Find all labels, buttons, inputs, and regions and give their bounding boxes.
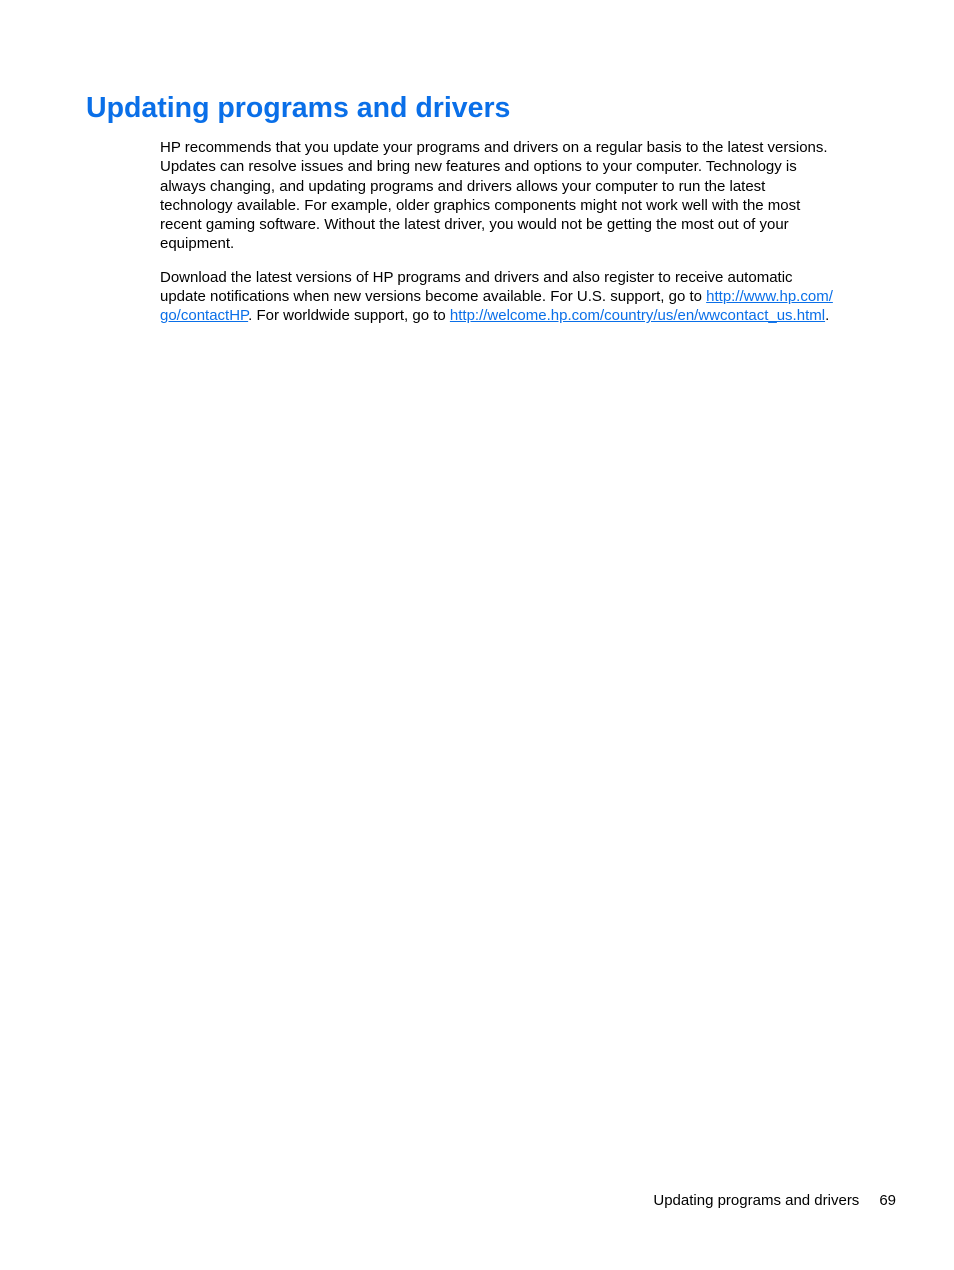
us-support-link-continued[interactable]: go/contactHP (160, 307, 249, 325)
body-text (160, 138, 890, 340)
page-footer (653, 1191, 896, 1211)
paragraph-line (160, 306, 890, 325)
paragraph-text: . For worldwide support, go to (248, 307, 450, 325)
paragraph-recommendation (160, 138, 890, 254)
paragraph-line: recent gaming software. Without the latest driver, you would not be getting the most out of your (160, 216, 789, 234)
paragraph-download (160, 268, 890, 326)
page-title: Updating programs and drivers (86, 92, 511, 124)
paragraph-line: HP recommends that you update your programs and drivers on a regular basis to the latest versions. (160, 139, 828, 156)
paragraph-line: equipment. (160, 235, 235, 253)
paragraph-line: technology available. For example, older graphics components might not work well with the most (160, 196, 801, 214)
paragraph-text: update notifications when new versions become available. For U.S. support, go to (160, 288, 707, 306)
paragraph-line: Download the latest versions of HP programs and drivers and also register to receive automatic (160, 268, 793, 286)
us-support-link[interactable]: http://www.hp.com/ (706, 288, 833, 306)
paragraph-text: . (825, 307, 830, 325)
footer-section-title: Updating programs and drivers (653, 1192, 860, 1209)
worldwide-support-link[interactable]: http://welcome.hp.com/country/us/en/wwcontact_us.html (449, 307, 826, 325)
page-number: 69 (879, 1192, 896, 1209)
paragraph-line (160, 287, 890, 306)
paragraph-line: always changing, and updating programs and drivers allows your computer to run the latest (160, 177, 766, 195)
paragraph-line: Updates can resolve issues and bring new features and options to your computer. Technology is (160, 158, 797, 176)
